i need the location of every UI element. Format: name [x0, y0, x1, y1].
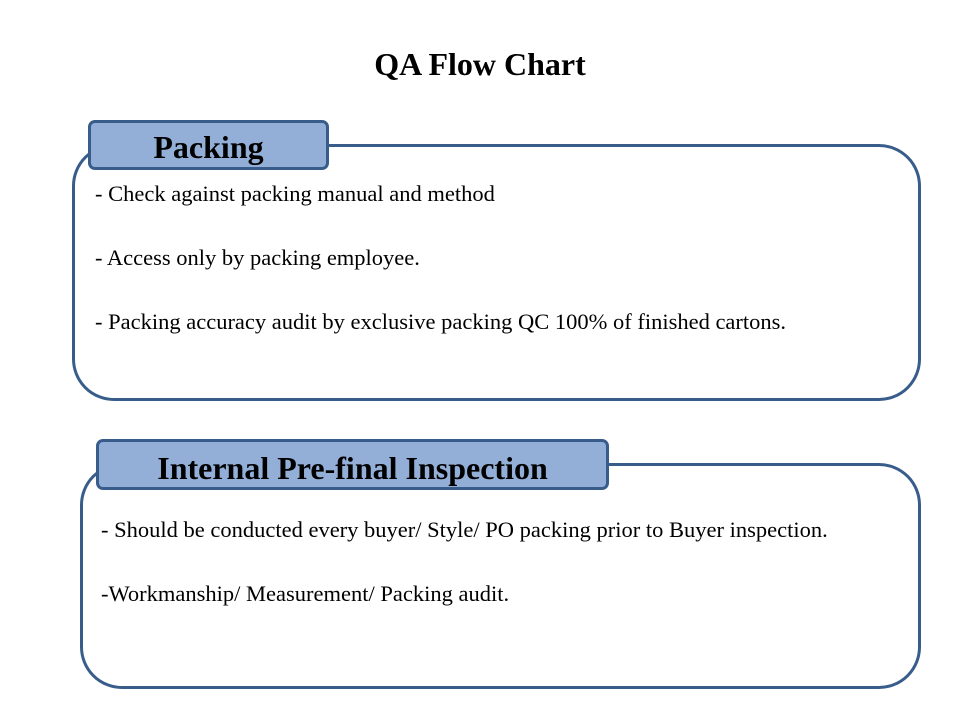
- packing-bullet-list: [95, 178, 885, 338]
- list-item: - Access only by packing employee.: [95, 245, 420, 270]
- list-item: - Should be conducted every buyer/ Style/ PO packing prior to Buyer inspection.: [101, 517, 828, 542]
- list-item: - Check against packing manual and method: [95, 181, 495, 206]
- packing-section-label: Packing: [88, 120, 329, 170]
- list-item: - Packing accuracy audit by exclusive packing QC 100% of finished cartons.: [95, 309, 787, 334]
- page-title: QA Flow Chart: [374, 46, 586, 82]
- inspection-bullet-list: [101, 514, 891, 610]
- list-item: -Workmanship/ Measurement/ Packing audit.: [101, 581, 510, 606]
- inspection-section-label: Internal Pre-final Inspection: [96, 439, 609, 490]
